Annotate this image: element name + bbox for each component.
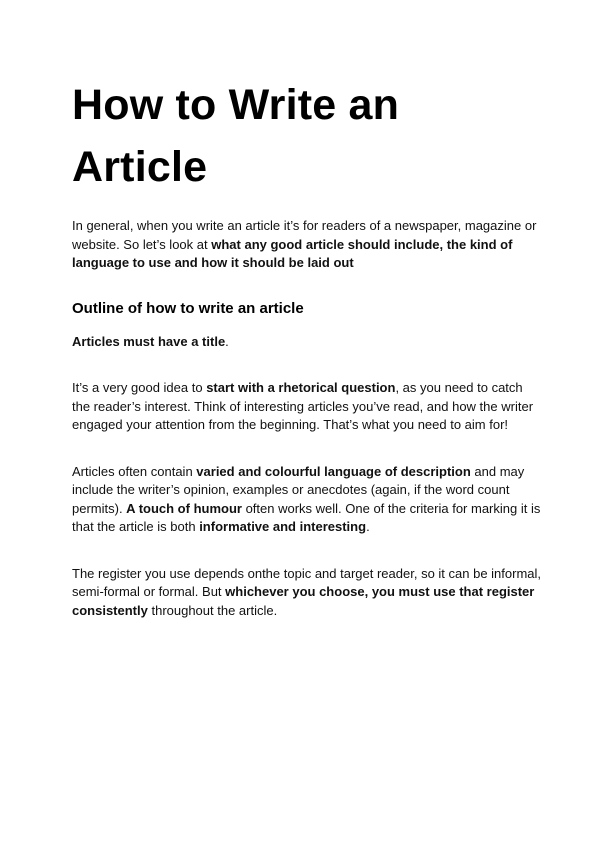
document-page [72, 74, 542, 620]
title-rule-text: . [225, 333, 229, 349]
register-emphasis: whichever you choose, you must use that register consistently [72, 584, 535, 618]
language-emphasis-3: informative and interesting [199, 519, 367, 534]
intro-emphasis: what any good article should include, the kind of language to use and how it should be laid out [72, 236, 513, 270]
language-text-3: often works well. One of the criteria for marking it is that the article is both [72, 500, 541, 534]
paragraph-rhetorical-question [72, 379, 542, 435]
title-rule-emphasis: Articles must have a title [72, 333, 226, 349]
language-text-1: Articles often contain [72, 463, 197, 479]
document-title: How to Write an Article [72, 81, 400, 191]
language-emphasis-1: varied and colourful language of description [196, 463, 471, 479]
paragraph-register [72, 565, 542, 621]
intro-text: In general, when you write an article it’s for readers of a newspaper, magazine or website. So let’s look at [72, 218, 537, 252]
rhetorical-emphasis: start with a rhetorical question [206, 380, 396, 395]
language-text-4: . [366, 519, 370, 534]
section-heading: Outline of how to write an article [72, 299, 304, 317]
register-text-1: The register you use depends onthe topic and target reader, so it can be informal, semi-formal or formal. But [72, 565, 542, 599]
language-emphasis-2: A touch of humour [126, 500, 242, 516]
rhetorical-text-1: It’s a very good idea to [72, 380, 207, 395]
register-text-2: throughout the article. [147, 602, 278, 618]
paragraph-title-rule [72, 333, 542, 352]
paragraph-language [72, 463, 542, 537]
language-text-2: and may include the writer’s opinion, examples or anecdotes (again, if the word count permits). [72, 463, 525, 516]
rhetorical-text-2: , as you need to catch the reader’s interest. Think of interesting articles you’ve read, and how the writer engaged your attention from the beginning. That’s what you need to aim for! [72, 380, 534, 432]
intro-paragraph [72, 217, 542, 273]
